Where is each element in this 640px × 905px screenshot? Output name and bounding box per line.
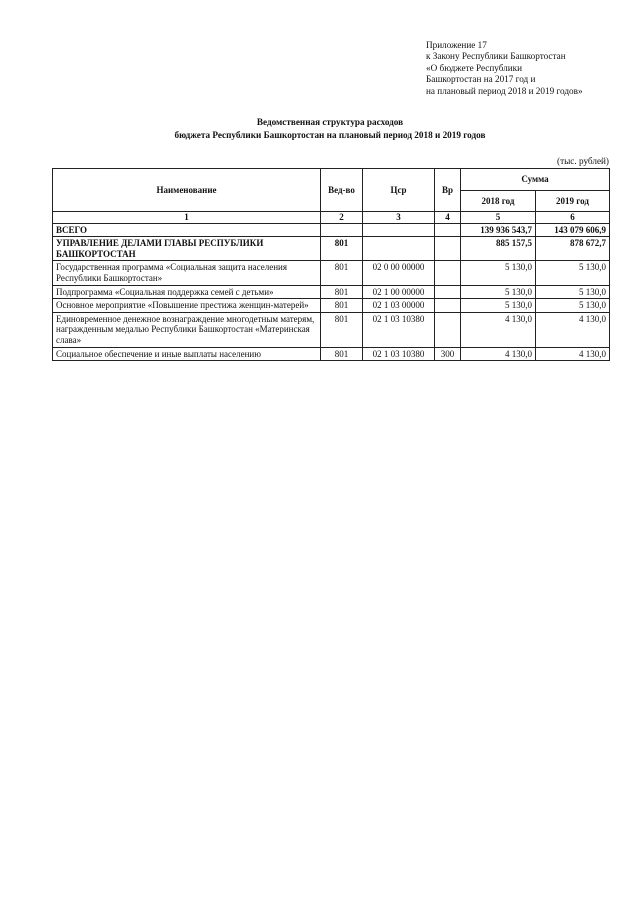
appendix-line: «О бюджете Республики [426, 62, 523, 73]
column-number: 6 [536, 212, 610, 224]
row-2018: 5 130,0 [461, 285, 536, 299]
column-numbers-row [53, 212, 610, 224]
row-name: Основное мероприятие «Повышение престижа женщин-матерей» [53, 299, 321, 313]
row-vr [435, 261, 461, 285]
row-2019: 4 130,0 [536, 312, 610, 347]
row-name: ВСЕГО [53, 223, 321, 237]
row-2018: 139 936 543,7 [461, 223, 536, 237]
row-csr: 02 1 00 00000 [363, 285, 435, 299]
row-vr [435, 237, 461, 261]
row-csr: 02 1 03 00000 [363, 299, 435, 313]
table-row [53, 299, 610, 313]
document-title [52, 116, 608, 141]
header-sum: Сумма [461, 169, 610, 191]
row-2019: 5 130,0 [536, 261, 610, 285]
row-name: УПРАВЛЕНИЕ ДЕЛАМИ ГЛАВЫ РЕСПУБЛИКИ БАШКОРТОСТАН [53, 237, 321, 261]
row-name: Государственная программа «Социальная защита населения Республики Башкортостан» [53, 261, 321, 285]
appendix-line: Башкортостан на 2017 год и [426, 74, 536, 85]
row-name: Социальное обеспечение и иные выплаты населению [53, 347, 321, 361]
header-dept: Вед-во [321, 169, 363, 212]
row-csr: 02 1 03 10380 [363, 347, 435, 361]
table-row [53, 347, 610, 361]
row-2018: 5 130,0 [461, 299, 536, 313]
table-row [53, 261, 610, 285]
units-note: (тыс. рублей) [557, 156, 609, 166]
row-csr [363, 237, 435, 261]
row-vr [435, 312, 461, 347]
row-csr: 02 0 00 00000 [363, 261, 435, 285]
row-2019: 5 130,0 [536, 285, 610, 299]
row-2018: 4 130,0 [461, 312, 536, 347]
row-2019: 143 079 606,9 [536, 223, 610, 237]
header-vr: Вр [435, 169, 461, 212]
appendix-note [426, 40, 631, 97]
row-name: Подпрограмма «Социальная поддержка семей с детьми» [53, 285, 321, 299]
appendix-line: к Закону Республики Башкортостан [426, 51, 566, 62]
header-name: Наименование [53, 169, 321, 212]
row-name: Единовременное денежное вознаграждение многодетным матерям, награжденным медалью Республики Башкортостан «Материнская слава» [53, 312, 321, 347]
row-csr: 02 1 03 10380 [363, 312, 435, 347]
table-header-row [53, 169, 610, 191]
budget-table [52, 168, 610, 361]
row-vr [435, 285, 461, 299]
table-row [53, 312, 610, 347]
table-row [53, 237, 610, 261]
document-title-line-2: бюджета Республики Башкортостан на плановый период 2018 и 2019 годов [174, 129, 486, 140]
column-number: 4 [435, 212, 461, 224]
row-dept: 801 [321, 299, 363, 313]
row-dept: 801 [321, 261, 363, 285]
appendix-line: на плановый период 2018 и 2019 годов» [426, 85, 583, 96]
row-2018: 4 130,0 [461, 347, 536, 361]
document-title-line-1: Ведомственная структура расходов [256, 117, 404, 127]
row-dept: 801 [321, 237, 363, 261]
header-2019: 2019 год [536, 191, 610, 212]
row-dept [321, 223, 363, 237]
row-vr [435, 299, 461, 313]
row-2019: 5 130,0 [536, 299, 610, 313]
header-2018: 2018 год [461, 191, 536, 212]
row-csr [363, 223, 435, 237]
row-2019: 4 130,0 [536, 347, 610, 361]
row-vr [435, 223, 461, 237]
column-number: 5 [461, 212, 536, 224]
column-number: 1 [53, 212, 321, 224]
row-2018: 885 157,5 [461, 237, 536, 261]
appendix-line: Приложение 17 [426, 40, 487, 50]
row-dept: 801 [321, 347, 363, 361]
row-2019: 878 672,7 [536, 237, 610, 261]
row-2018: 5 130,0 [461, 261, 536, 285]
table-row [53, 223, 610, 237]
header-csr: Цср [363, 169, 435, 212]
column-number: 2 [321, 212, 363, 224]
row-vr: 300 [435, 347, 461, 361]
column-number: 3 [363, 212, 435, 224]
table-row [53, 285, 610, 299]
row-dept: 801 [321, 312, 363, 347]
row-dept: 801 [321, 285, 363, 299]
